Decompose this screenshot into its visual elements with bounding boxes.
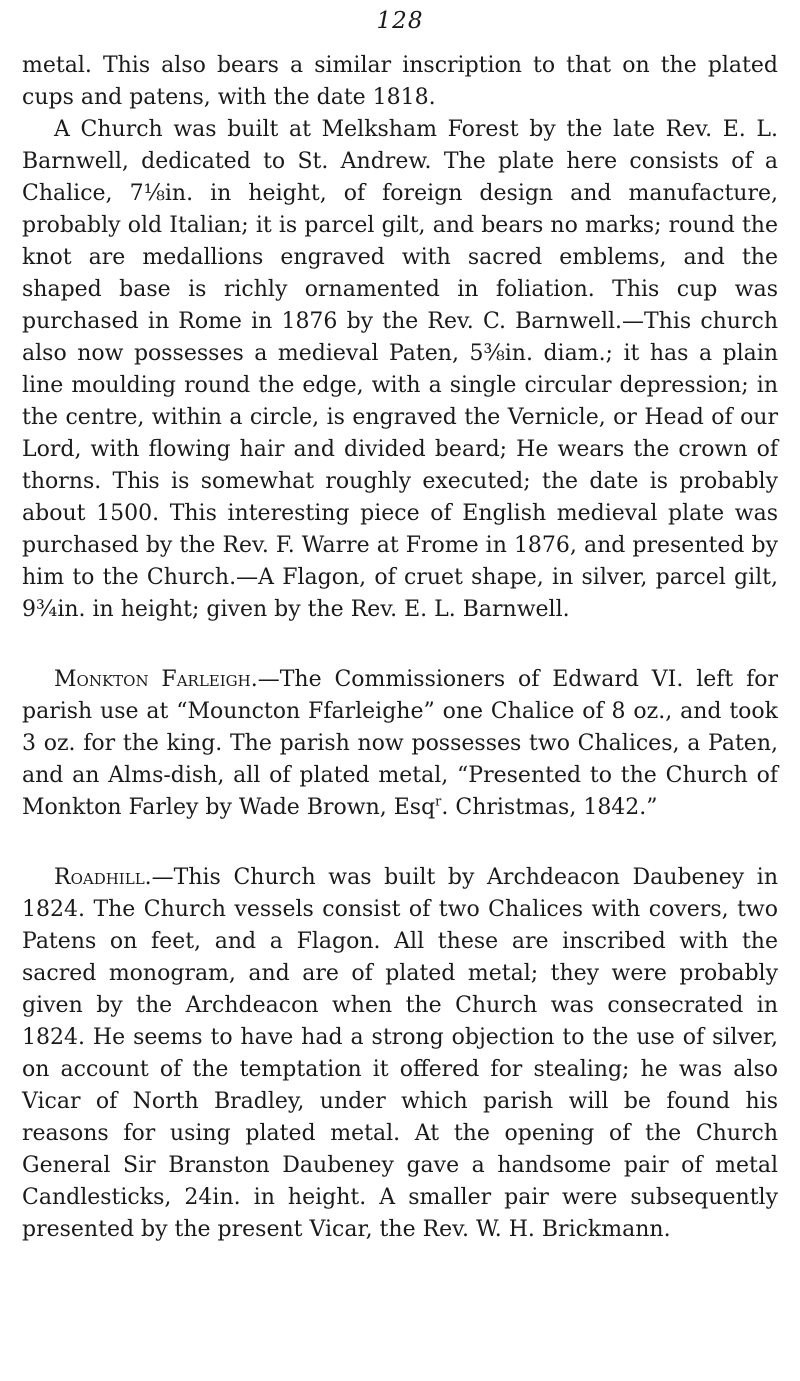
roadhill-body: —This Church was built by Archdeacon Daubeney in 1824. The Church vessels consist of two Chalices with covers, two Patens on feet, and a Flagon. All these are inscribed with the sacred monogram, and are of plated metal; they were probably given by the Archdeacon when the Church was consecrated in 1824. He seems to have had a strong objection to the use of silver, on account of the temptation it offered for stealing; he was also Vicar of North Bradley, under which parish will be found his reasons for using plated metal. At the opening of the Church General Sir Branston Daubeney gave a handsome pair of metal Candlesticks, 24in. in height. A smaller pair were subsequently presented by the present Vicar, the Rev. W. H. Brickmann.	[22, 865, 778, 1242]
paragraph-continuation: metal. This also bears a similar inscription to that on the plated cups and patens, with the date 1818.	[22, 53, 778, 110]
monkton-farleigh-tail: . Christmas, 1842.”	[441, 795, 658, 820]
page-number: 128	[376, 8, 424, 34]
section-spacer	[22, 824, 778, 862]
section-spacer	[22, 626, 778, 664]
monkton-farleigh-body: —The Commissioners of Edward VI. left for parish use at “Mouncton Ffarleighe” one Chalice of 8 oz., and took 3 oz. for the king. The parish now possesses two Chalices, a Paten, and an Alms-dish, all of plated metal, “Presented to the Church of Monkton Farley by Wade Brown, Esq	[22, 667, 779, 820]
section-heading-roadhill: Roadhill.	[54, 865, 152, 890]
section-heading-monkton-farleigh: Monkton Farleigh.	[54, 667, 258, 692]
paragraph-monkton-farleigh	[22, 664, 778, 824]
paragraph-roadhill	[22, 862, 778, 1246]
paragraph-melksham-forest: A Church was built at Melksham Forest by the late Rev. E. L. Barnwell, dedicated to St. Andrew. The plate here consists of a Chalice, 7⅛in. in height, of foreign design and manufacture, probably old Italian; it is parcel gilt, and bears no marks; round the knot are medallions engraved with sacred emblems, and the shaped base is richly ornamented in foliation. This cup was purchased in Rome in 1876 by the Rev. C. Barnwell.—This church also now possesses a medieval Paten, 5⅜in. diam.; it has a plain line moulding round the edge, with a single circular depression; in the centre, within a circle, is engraved the Vernicle, or Head of our Lord, with flowing hair and divided beard; He wears the crown of thorns. This is somewhat roughly executed; the date is probably about 1500. This interesting piece of English medieval plate was purchased by the Rev. F. Warre at Frome in 1876, and presented by him to the Church.—A Flagon, of cruet shape, in silver, parcel gilt, 9¾in. in height; given by the Rev. E. L. Barnwell.	[22, 117, 778, 622]
document-page	[22, 0, 778, 1246]
superscript-r: r	[435, 794, 442, 810]
